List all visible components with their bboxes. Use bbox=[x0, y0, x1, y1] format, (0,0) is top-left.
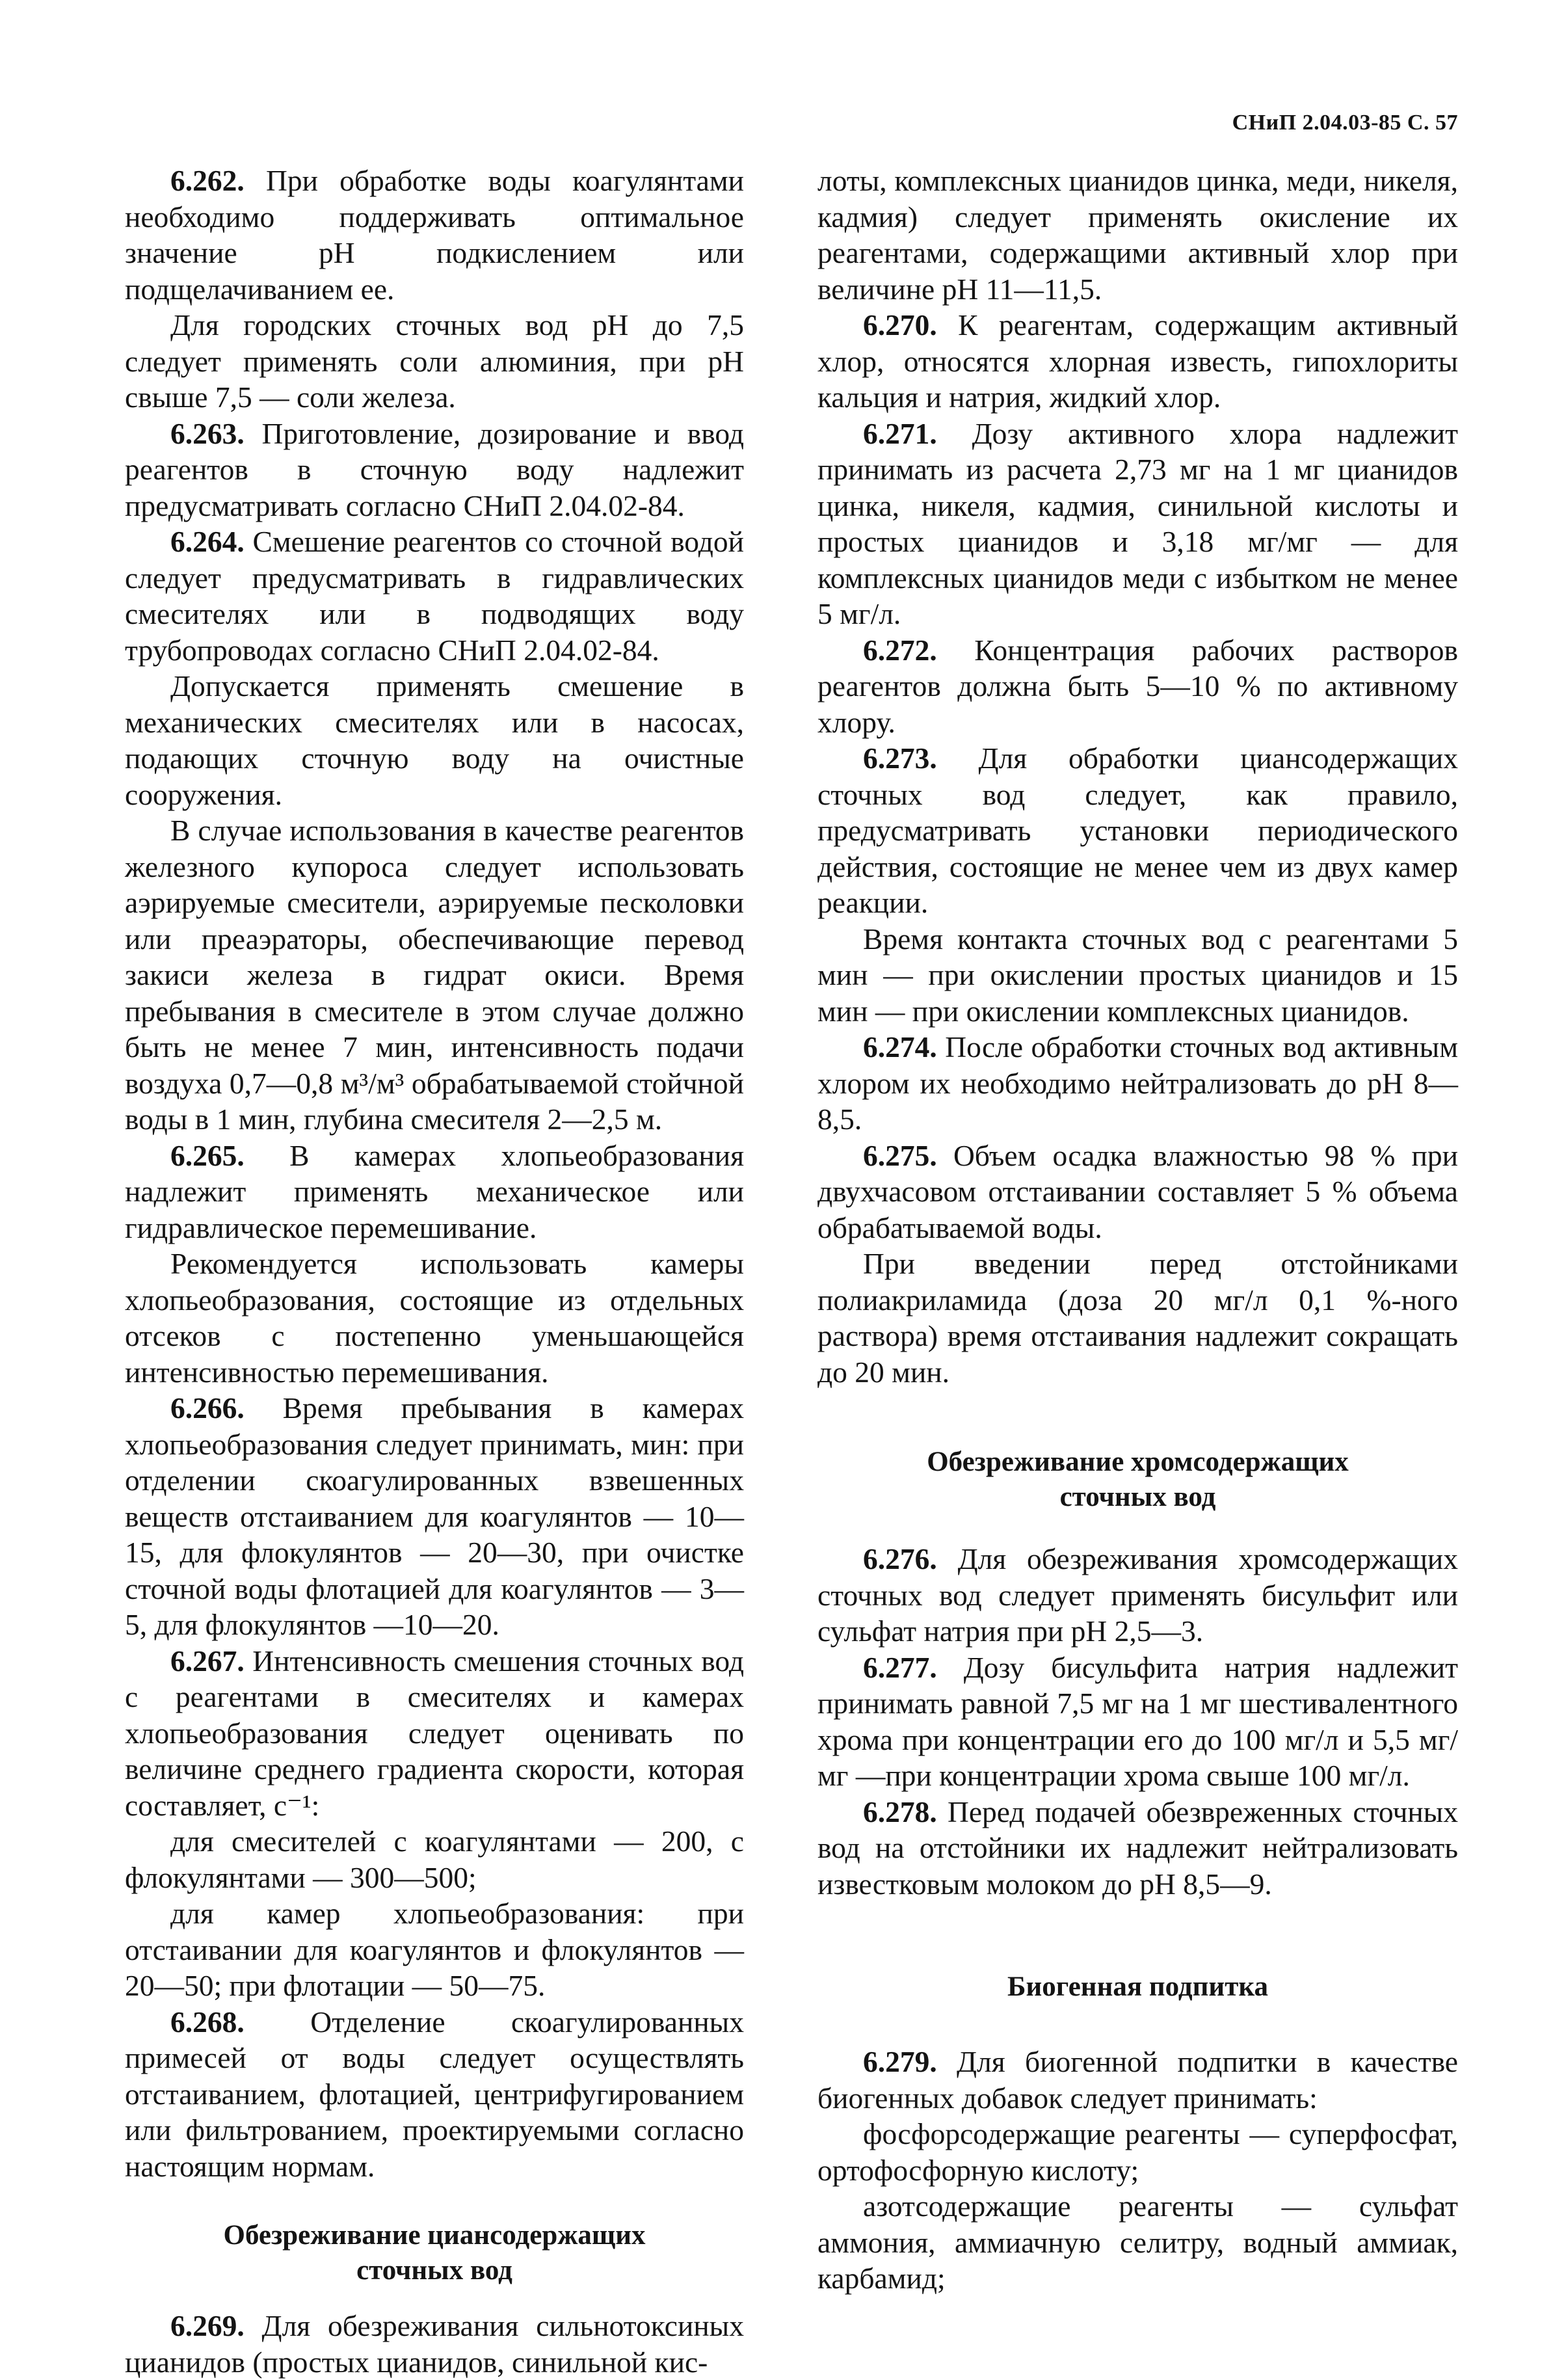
paragraph-text: Время контакта сточных вод с реагентами 5 мин — при окислении простых цианидов и 15 мин — при окислении комплексных цианидов. bbox=[817, 922, 1458, 1028]
paragraph-text: Смешение реагентов со сточной водой следует предусматривать в гидравлических смесителях или в подводящих воду трубопроводах согласно СНиП 2.04.02-84. bbox=[125, 525, 744, 667]
clause-number: 6.264. bbox=[170, 525, 245, 558]
paragraph-text: Допускается применять смешение в механических смесителях или в насосах, подающих сточную воду на очистные сооружения. bbox=[125, 669, 744, 811]
paragraph bbox=[817, 1541, 1458, 1650]
right-column bbox=[817, 163, 1458, 2297]
clause-number: 6.272. bbox=[863, 633, 937, 667]
section-heading-line: Обезреживание хромсодержащих bbox=[927, 1447, 1349, 1477]
paragraph bbox=[125, 307, 744, 416]
paragraph-text: Интенсивность смешения сточных вод с реагентами в смесителях и камерах хлопьеобразования следует оценивать по величине среднего градиента скорости, которая составляет, с⁻¹: bbox=[125, 1644, 744, 1822]
clause-number: 6.273. bbox=[863, 742, 937, 775]
paragraph-text: При обработке воды коагулянтами необходимо поддерживать оптимальное значение рН подкислением или подщелачиванием ее. bbox=[125, 164, 744, 306]
clause-number: 6.278. bbox=[863, 1795, 937, 1828]
paragraph bbox=[125, 1390, 744, 1643]
clause-number: 6.263. bbox=[170, 416, 245, 450]
section-heading-line: Обезреживание циансодержащих bbox=[223, 2220, 646, 2251]
clause-number: 6.275. bbox=[863, 1138, 937, 1172]
paragraph-text: Для биогенной подпитки в качестве биогенных добавок следует принимать: bbox=[817, 2045, 1458, 2115]
paragraph-text: В камерах хлопьеобразования надлежит применять механическое или гидравлическое перемешивание. bbox=[125, 1138, 744, 1244]
paragraph bbox=[817, 1246, 1458, 1390]
paragraph bbox=[125, 1823, 744, 1895]
section-heading bbox=[125, 2218, 744, 2288]
paragraph-text: Приготовление, дозирование и ввод реагентов в сточную воду надлежит предусматривать согласно СНиП 2.04.02-84. bbox=[125, 416, 744, 522]
paragraph bbox=[125, 812, 744, 1138]
paragraph-text: Рекомендуется использовать камеры хлопьеобразования, состоящие из отдельных отсеков с постепенно уменьшающейся интенсивностью перемешивания. bbox=[125, 1247, 744, 1389]
clause-number: 6.268. bbox=[170, 2005, 245, 2039]
paragraph-text: для смесителей с коагулянтами — 200, с флокулянтами — 300—500; bbox=[125, 1825, 744, 1894]
paragraph bbox=[817, 1029, 1458, 1138]
clause-number: 6.270. bbox=[863, 308, 937, 341]
paragraph bbox=[125, 1643, 744, 1824]
paragraph-text: Время пребывания в камерах хлопьеобразования следует принимать, мин: при отделении скоагулированных взвешенных веществ отстаиванием для коагулянтов — 10—15, для флокулянтов — 20—30, при очистке сточной воды флотацией для коагулянтов — 3—5, для флокулянтов —10—20. bbox=[125, 1391, 744, 1641]
clause-number: 6.277. bbox=[863, 1650, 937, 1684]
paragraph-text: фосфорсодержащие реагенты — суперфосфат, ортофосфорную кислоту; bbox=[817, 2117, 1458, 2187]
paragraph bbox=[125, 2308, 744, 2380]
paragraph-text: При введении перед отстойниками полиакриламида (доза 20 мг/л 0,1 %-ного раствора) время отстаивания надлежит сокращать до 20 мин. bbox=[817, 1247, 1458, 1389]
paragraph bbox=[817, 921, 1458, 1030]
paragraph bbox=[817, 2116, 1458, 2188]
clause-number: 6.262. bbox=[170, 164, 245, 197]
running-header: СНиП 2.04.03-85 С. 57 bbox=[1232, 111, 1458, 135]
paragraph-text: Для обезреживания сильнотоксиных цианидов (простых цианидов, синильной кис- bbox=[125, 2309, 744, 2379]
paragraph bbox=[125, 668, 744, 812]
paragraph bbox=[817, 1794, 1458, 1903]
clause-number: 6.269. bbox=[170, 2309, 245, 2342]
clause-number: 6.266. bbox=[170, 1391, 245, 1424]
clause-number: 6.276. bbox=[863, 1542, 937, 1575]
paragraph bbox=[125, 1246, 744, 1390]
paragraph bbox=[817, 2044, 1458, 2116]
paragraph-text: Для обработки циансодержащих сточных вод следует, как правило, предусматривать установки периодического действия, состоящие не менее чем из двух камер реакции. bbox=[817, 742, 1458, 919]
paragraph bbox=[125, 1895, 744, 2004]
paragraph-text: лоты, комплексных цианидов цинка, меди, никеля, кадмия) следует применять окисление их реагентами, содержащими активный хлор при величине рН 11—11,5. bbox=[817, 164, 1458, 306]
paragraph-text: К реагентам, содержащим активный хлор, относятся хлорная известь, гипохлориты кальция и натрия, жидкий хлор. bbox=[817, 308, 1458, 414]
paragraph-text: Концентрация рабочих растворов реагентов должна быть 5—10 % по активному хлору. bbox=[817, 633, 1458, 739]
section-heading bbox=[817, 1970, 1458, 2005]
paragraph bbox=[817, 2188, 1458, 2297]
paragraph-text: В случае использования в качестве реагентов железного купороса следует использовать аэрируемые смесители, аэрируемые песколовки или преаэраторы, обеспечивающие перевод закиси железа в гидрат окиси. Время пребывания в смесителе в этом случае должно быть не менее 7 мин, интенсивность подачи воздуха 0,7—0,8 м³/м³ обрабатываемой стойчной воды в 1 мин, глубина смесителя 2—2,5 м. bbox=[125, 814, 744, 1136]
paragraph bbox=[125, 163, 744, 307]
paragraph bbox=[125, 524, 744, 668]
paragraph-text: Для городских сточных вод рН до 7,5 следует применять соли алюминия, при рН свыше 7,5 — соли железа. bbox=[125, 308, 744, 414]
paragraph bbox=[817, 1138, 1458, 1246]
paragraph-text: Перед подачей обезвреженных сточных вод на отстойники их надлежит нейтрализовать известковым молоком до рН 8,5—9. bbox=[817, 1795, 1458, 1901]
paragraph bbox=[817, 1650, 1458, 1794]
paragraph bbox=[125, 1138, 744, 1246]
paragraph bbox=[817, 740, 1458, 921]
paragraph bbox=[817, 632, 1458, 741]
clause-number: 6.265. bbox=[170, 1138, 245, 1172]
paragraph bbox=[817, 416, 1458, 632]
paragraph-text: азотсодержащие реагенты — сульфат аммония, аммиачную селитру, водный аммиак, карбамид; bbox=[817, 2189, 1458, 2295]
section-heading bbox=[817, 1445, 1458, 1515]
clause-number: 6.274. bbox=[863, 1030, 937, 1063]
section-heading-line: сточных вод bbox=[1059, 1482, 1216, 1512]
paragraph bbox=[817, 163, 1458, 307]
paragraph-text: Объем осадка влажностью 98 % при двухчасовом отстаивании составляет 5 % объема обрабатываемой воды. bbox=[817, 1138, 1458, 1244]
paragraph bbox=[125, 416, 744, 524]
paragraph-text: После обработки сточных вод активным хлором их необходимо нейтрализовать до рН 8—8,5. bbox=[817, 1030, 1458, 1136]
paragraph-text: для камер хлопьеобразования: при отстаивании для коагулянтов и флокулянтов — 20—50; при флотации — 50—75. bbox=[125, 1897, 744, 2002]
paragraph bbox=[817, 307, 1458, 416]
paragraph-text: Дозу бисульфита натрия надлежит принимать равной 7,5 мг на 1 мг шестивалентного хрома при концентрации его до 100 мг/л и 5,5 мг/мг —при концентрации хрома свыше 100 мг/л. bbox=[817, 1650, 1458, 1792]
paragraph-text: Дозу активного хлора надлежит принимать из расчета 2,73 мг на 1 мг цианидов цинка, никеля, кадмия, синильной кислоты и простых цианидов и 3,18 мг/мг — для комплексных цианидов меди с избытком не менее 5 мг/л. bbox=[817, 416, 1458, 630]
clause-number: 6.267. bbox=[170, 1644, 245, 1678]
section-heading-line: Биогенная подпитка bbox=[1007, 1972, 1268, 2002]
paragraph bbox=[125, 2004, 744, 2185]
clause-number: 6.271. bbox=[863, 416, 937, 450]
section-heading-line: сточных вод bbox=[356, 2255, 512, 2286]
paragraph-text: Для обезреживания хромсодержащих сточных вод следует применять бисульфит или сульфат натрия при рН 2,5—3. bbox=[817, 1542, 1458, 1648]
paragraph-text: Отделение скоагулированных примесей от воды следует осуществлять отстаиванием, флотацией, центрифугированием или фильтрованием, проектируемыми согласно настоящим нормам. bbox=[125, 2005, 744, 2183]
left-column bbox=[125, 163, 744, 2380]
clause-number: 6.279. bbox=[863, 2045, 937, 2078]
